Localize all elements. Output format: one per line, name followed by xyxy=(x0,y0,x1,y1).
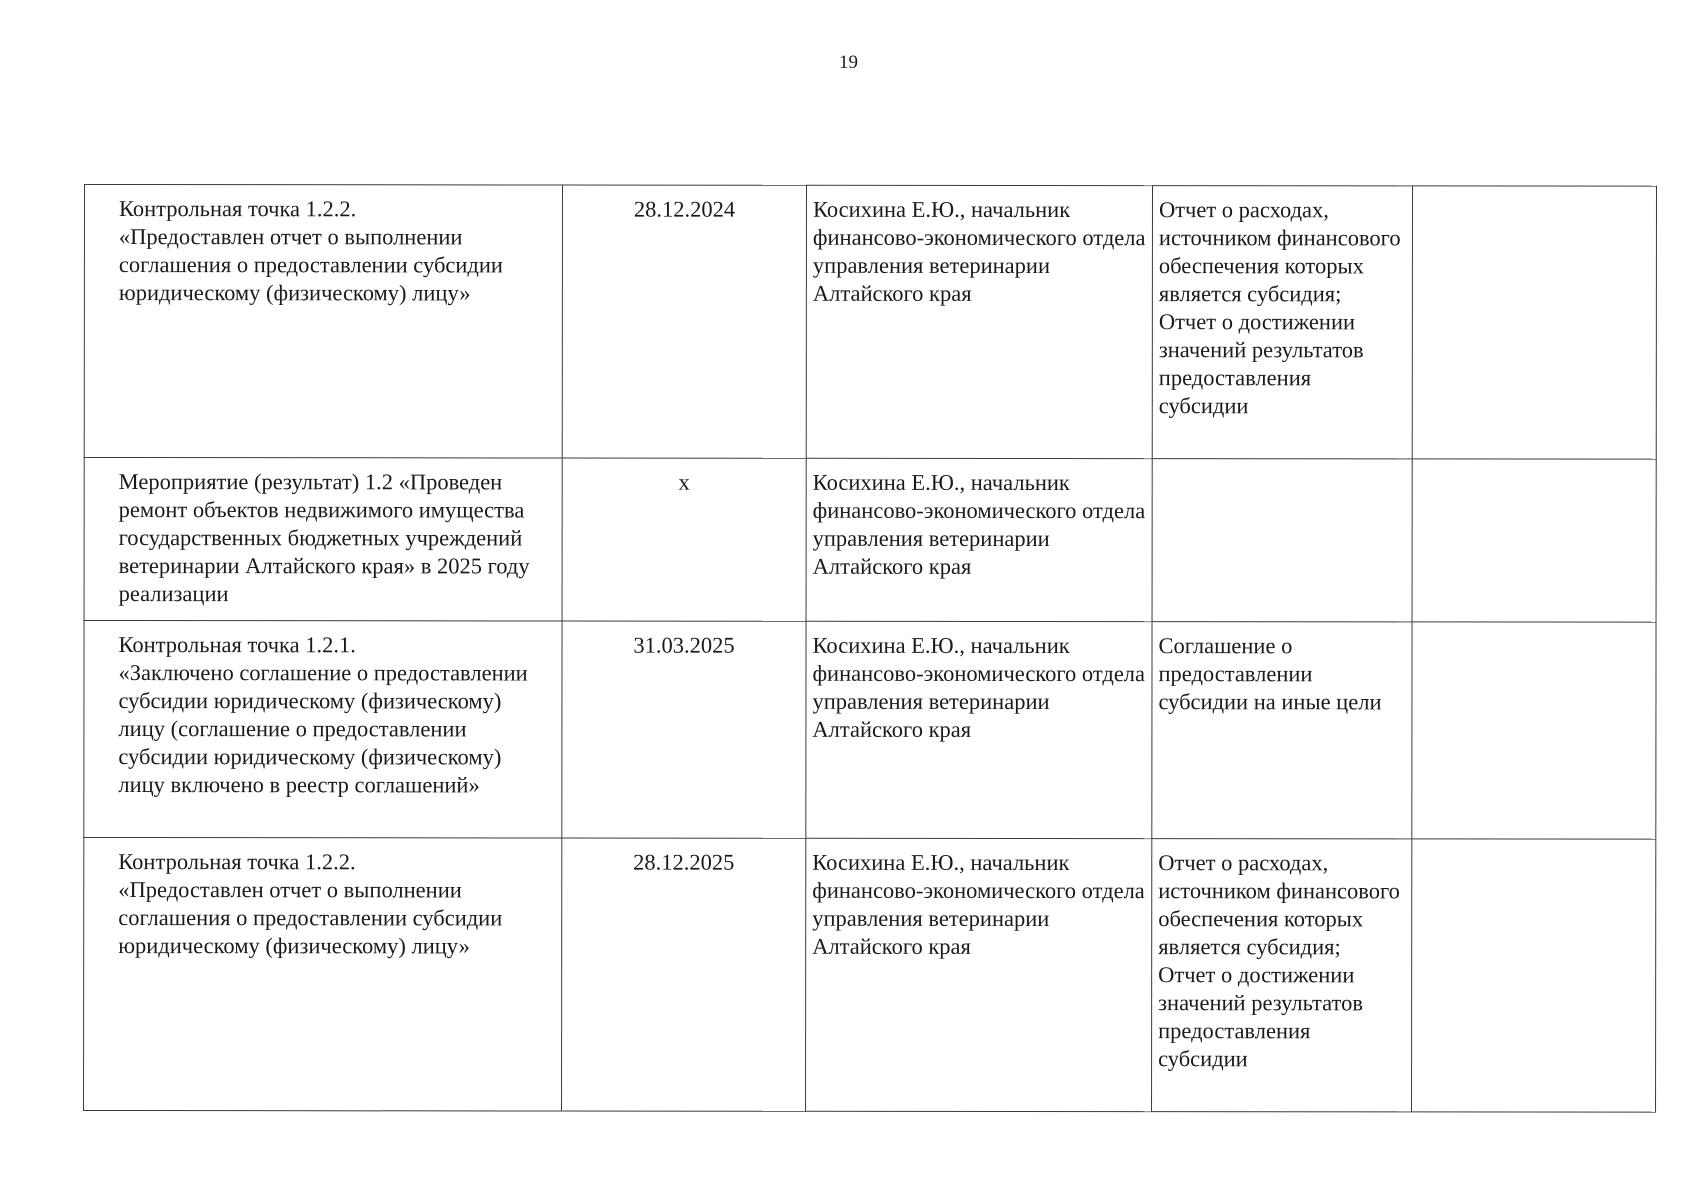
table-cell-name: Контрольная точка 1.2.2. «Предоставлен отчет о выполнении соглашения о предоставлении субсидии юридическому (физическому) лицу» xyxy=(84,185,562,459)
table-cell-document: Соглашение о предоставлении субсидии на иные цели xyxy=(1152,622,1412,839)
table-cell-document xyxy=(1152,459,1412,622)
page-number: 19 xyxy=(839,52,858,73)
table-cell-responsible: Косихина Е.Ю., начальник финансово-экономического отдела управления ветеринарии Алтайского края xyxy=(806,621,1152,838)
table-cell-empty xyxy=(1412,622,1656,839)
table-row xyxy=(84,838,1656,1113)
table-cell-responsible: Косихина Е.Ю., начальник финансово-экономического отдела управления ветеринарии Алтайского края xyxy=(806,458,1152,621)
table-cell-empty xyxy=(1412,839,1656,1112)
control-points-table xyxy=(83,184,1657,1113)
table-row xyxy=(84,621,1656,840)
table-cell-date: х xyxy=(562,458,806,621)
table-cell-empty xyxy=(1412,186,1656,459)
table-cell-responsible: Косихина Е.Ю., начальник финансово-экономического отдела управления ветеринарии Алтайского края xyxy=(806,185,1152,458)
table-cell-name: Контрольная точка 1.2.2. «Предоставлен отчет о выполнении соглашения о предоставлении субсидии юридическому (физическому) лицу» xyxy=(84,838,562,1112)
table-cell-date: 28.12.2024 xyxy=(562,185,806,458)
table-cell-responsible: Косихина Е.Ю., начальник финансово-экономического отдела управления ветеринарии Алтайского края xyxy=(806,838,1152,1111)
table-cell-document: Отчет о расходах, источником финансового обеспечения которых является субсидия; Отчет о достижении значений результатов предоставления субсидии xyxy=(1152,186,1412,459)
table-cell-empty xyxy=(1412,459,1656,622)
table-cell-date: 28.12.2025 xyxy=(562,838,806,1111)
table-cell-name: Контрольная точка 1.2.1. «Заключено соглашение о предоставлении субсидии юридическому (физическому) лицу (соглашение о предоставлении субсидии юридическому (физическому) лицу включено в реестр соглашений» xyxy=(84,621,562,839)
table-row xyxy=(84,458,1656,623)
table-cell-name: Мероприятие (результат) 1.2 «Проведен ремонт объектов недвижимого имущества государственных бюджетных учреждений ветеринарии Алтайского края» в 2025 году реализации xyxy=(84,458,562,622)
table-cell-document: Отчет о расходах, источником финансового обеспечения которых является субсидия; Отчет о достижении значений результатов предоставления субсидии xyxy=(1152,839,1412,1112)
table-cell-date: 31.03.2025 xyxy=(562,621,806,838)
table-row xyxy=(84,185,1656,460)
